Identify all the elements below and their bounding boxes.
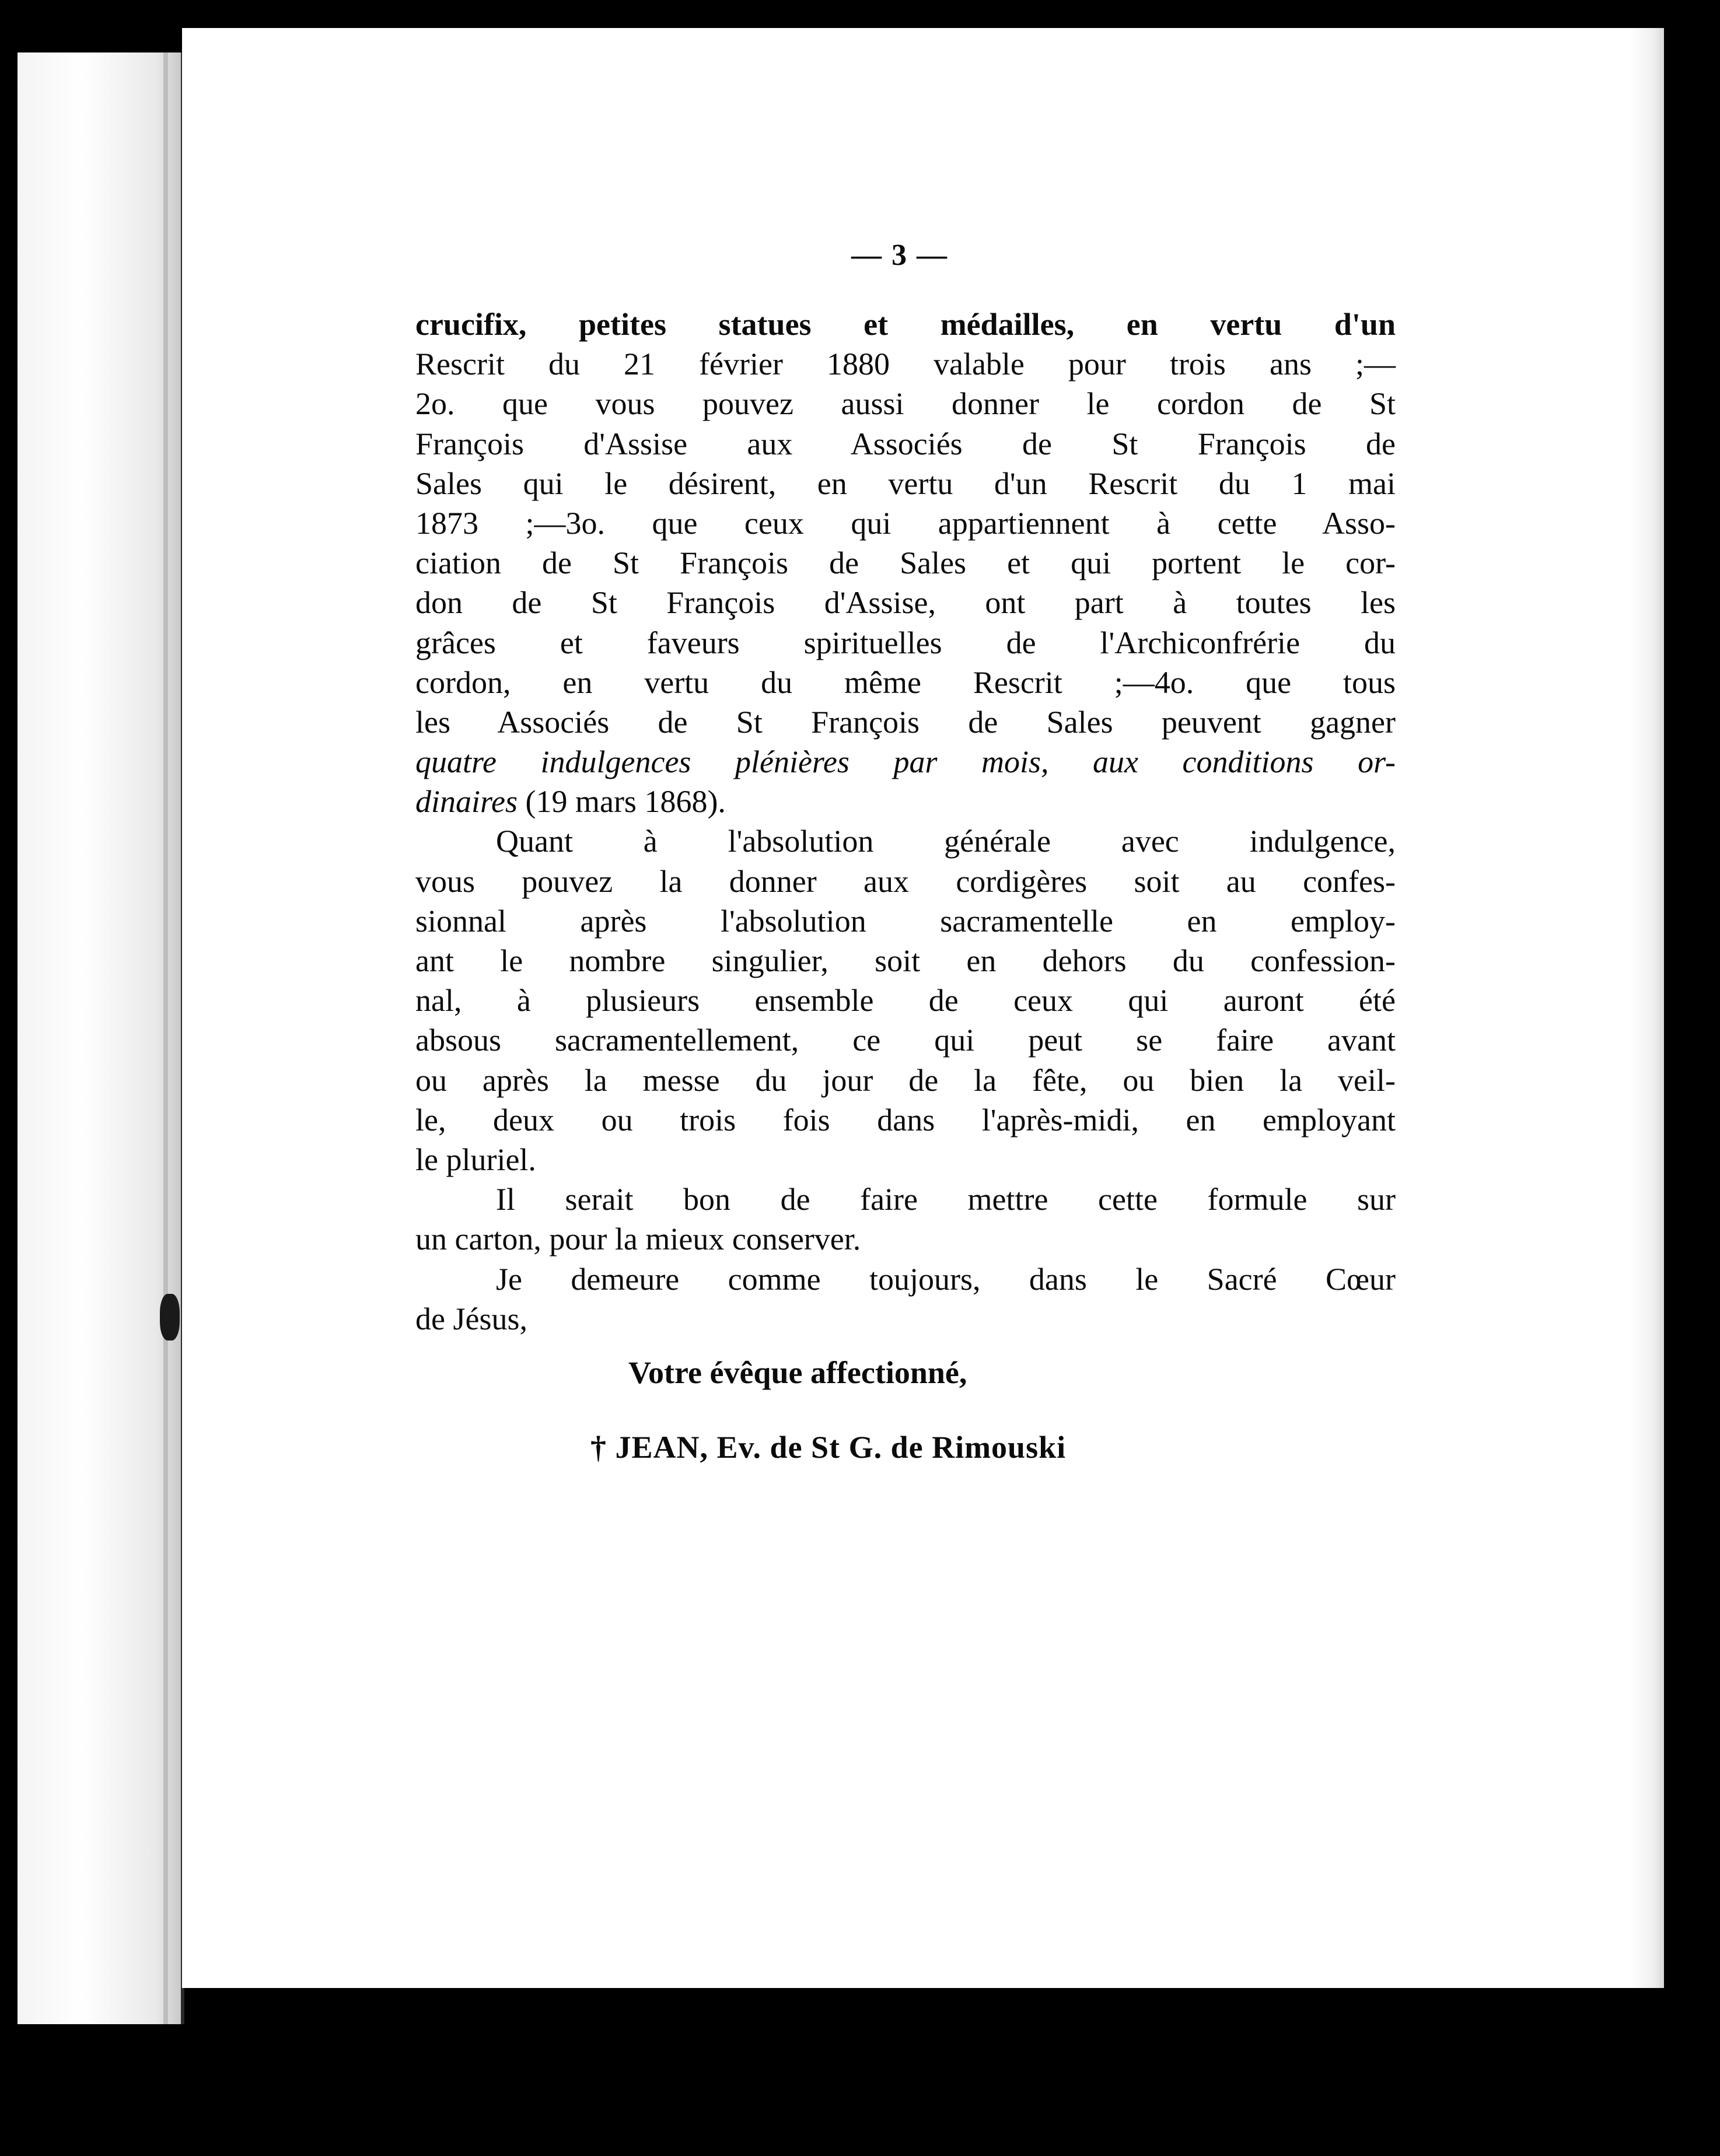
- text-line: vous pouvez la donner aux cordigères soit au confes-: [415, 863, 1396, 899]
- text-line: cordon, en vertu du même Rescrit ;—4o. que tous: [415, 664, 1396, 700]
- paragraph-4: [415, 1259, 1396, 1339]
- text-line: François d'Assise aux Associés de St François de: [415, 426, 1396, 461]
- text-line: le pluriel.: [415, 1142, 536, 1177]
- text-line: sionnal après l'absolution sacramentelle en employ-: [415, 903, 1396, 939]
- text-line: grâces et faveurs spirituelles de l'Archiconfrérie du: [415, 625, 1396, 660]
- text-line: les Associés de St François de Sales peuvent gagner: [415, 704, 1396, 740]
- text-line: le, deux ou trois fois dans l'après-midi, en employant: [415, 1102, 1396, 1138]
- text-line: Rescrit du 21 février 1880 valable pour trois ans ;—: [415, 346, 1396, 382]
- text-line: ant le nombre singulier, soit en dehors du confession-: [415, 943, 1396, 978]
- paragraph-2: [415, 821, 1396, 1180]
- text-line: 1873 ;—3o. que ceux qui appartiennent à cette Asso-: [415, 505, 1396, 541]
- text-line: [415, 742, 1396, 782]
- text-line: ciation de St François de Sales et qui portent le cor-: [415, 545, 1396, 581]
- text-line: un carton, pour la mieux conserver.: [415, 1222, 861, 1257]
- text-line: absous sacramentellement, ce qui peut se faire avant: [415, 1023, 1396, 1058]
- facing-page-edge: [18, 52, 184, 2024]
- text-line: 2o. que vous pouvez aussi donner le cordon de St: [415, 386, 1396, 422]
- ink-speck: [160, 1294, 180, 1340]
- text-line: ou après la messe du jour de la fête, ou bien la veil-: [415, 1062, 1396, 1098]
- signature: † JEAN, Ev. de St G. de Rimouski: [590, 1429, 1067, 1465]
- text-line: Quant à l'absolution générale avec indulgence,: [496, 824, 1396, 859]
- text-line: don de St François d'Assise, ont part à toutes les: [415, 585, 1396, 621]
- text-line: Il serait bon de faire mettre cette formule sur: [496, 1182, 1396, 1217]
- page-number: — 3 —: [851, 239, 948, 272]
- closing-salutation: Votre évêque affectionné,: [628, 1354, 967, 1390]
- text-line: Je demeure comme toujours, dans le Sacré Cœur: [496, 1261, 1396, 1297]
- italic-text: dinaires: [415, 784, 518, 820]
- text-line: Sales qui le désirent, en vertu d'un Rescrit du 1 mai: [415, 466, 1396, 501]
- paragraph-3: [415, 1180, 1396, 1259]
- text-span: (19 mars 1868).: [518, 784, 726, 820]
- text-line: nal, à plusieurs ensemble de ceux qui auront été: [415, 983, 1396, 1019]
- text-block: [415, 238, 1396, 1467]
- text-line: de Jésus,: [415, 1301, 527, 1336]
- italic-text: quatre indulgences plénières par mois, aux conditions or-: [415, 744, 1396, 780]
- text-line: crucifix, petites statues et médailles, en vertu d'un: [415, 307, 1396, 342]
- text-line: [415, 782, 1396, 821]
- page: [182, 28, 1664, 1988]
- paragraph-1: [415, 304, 1396, 821]
